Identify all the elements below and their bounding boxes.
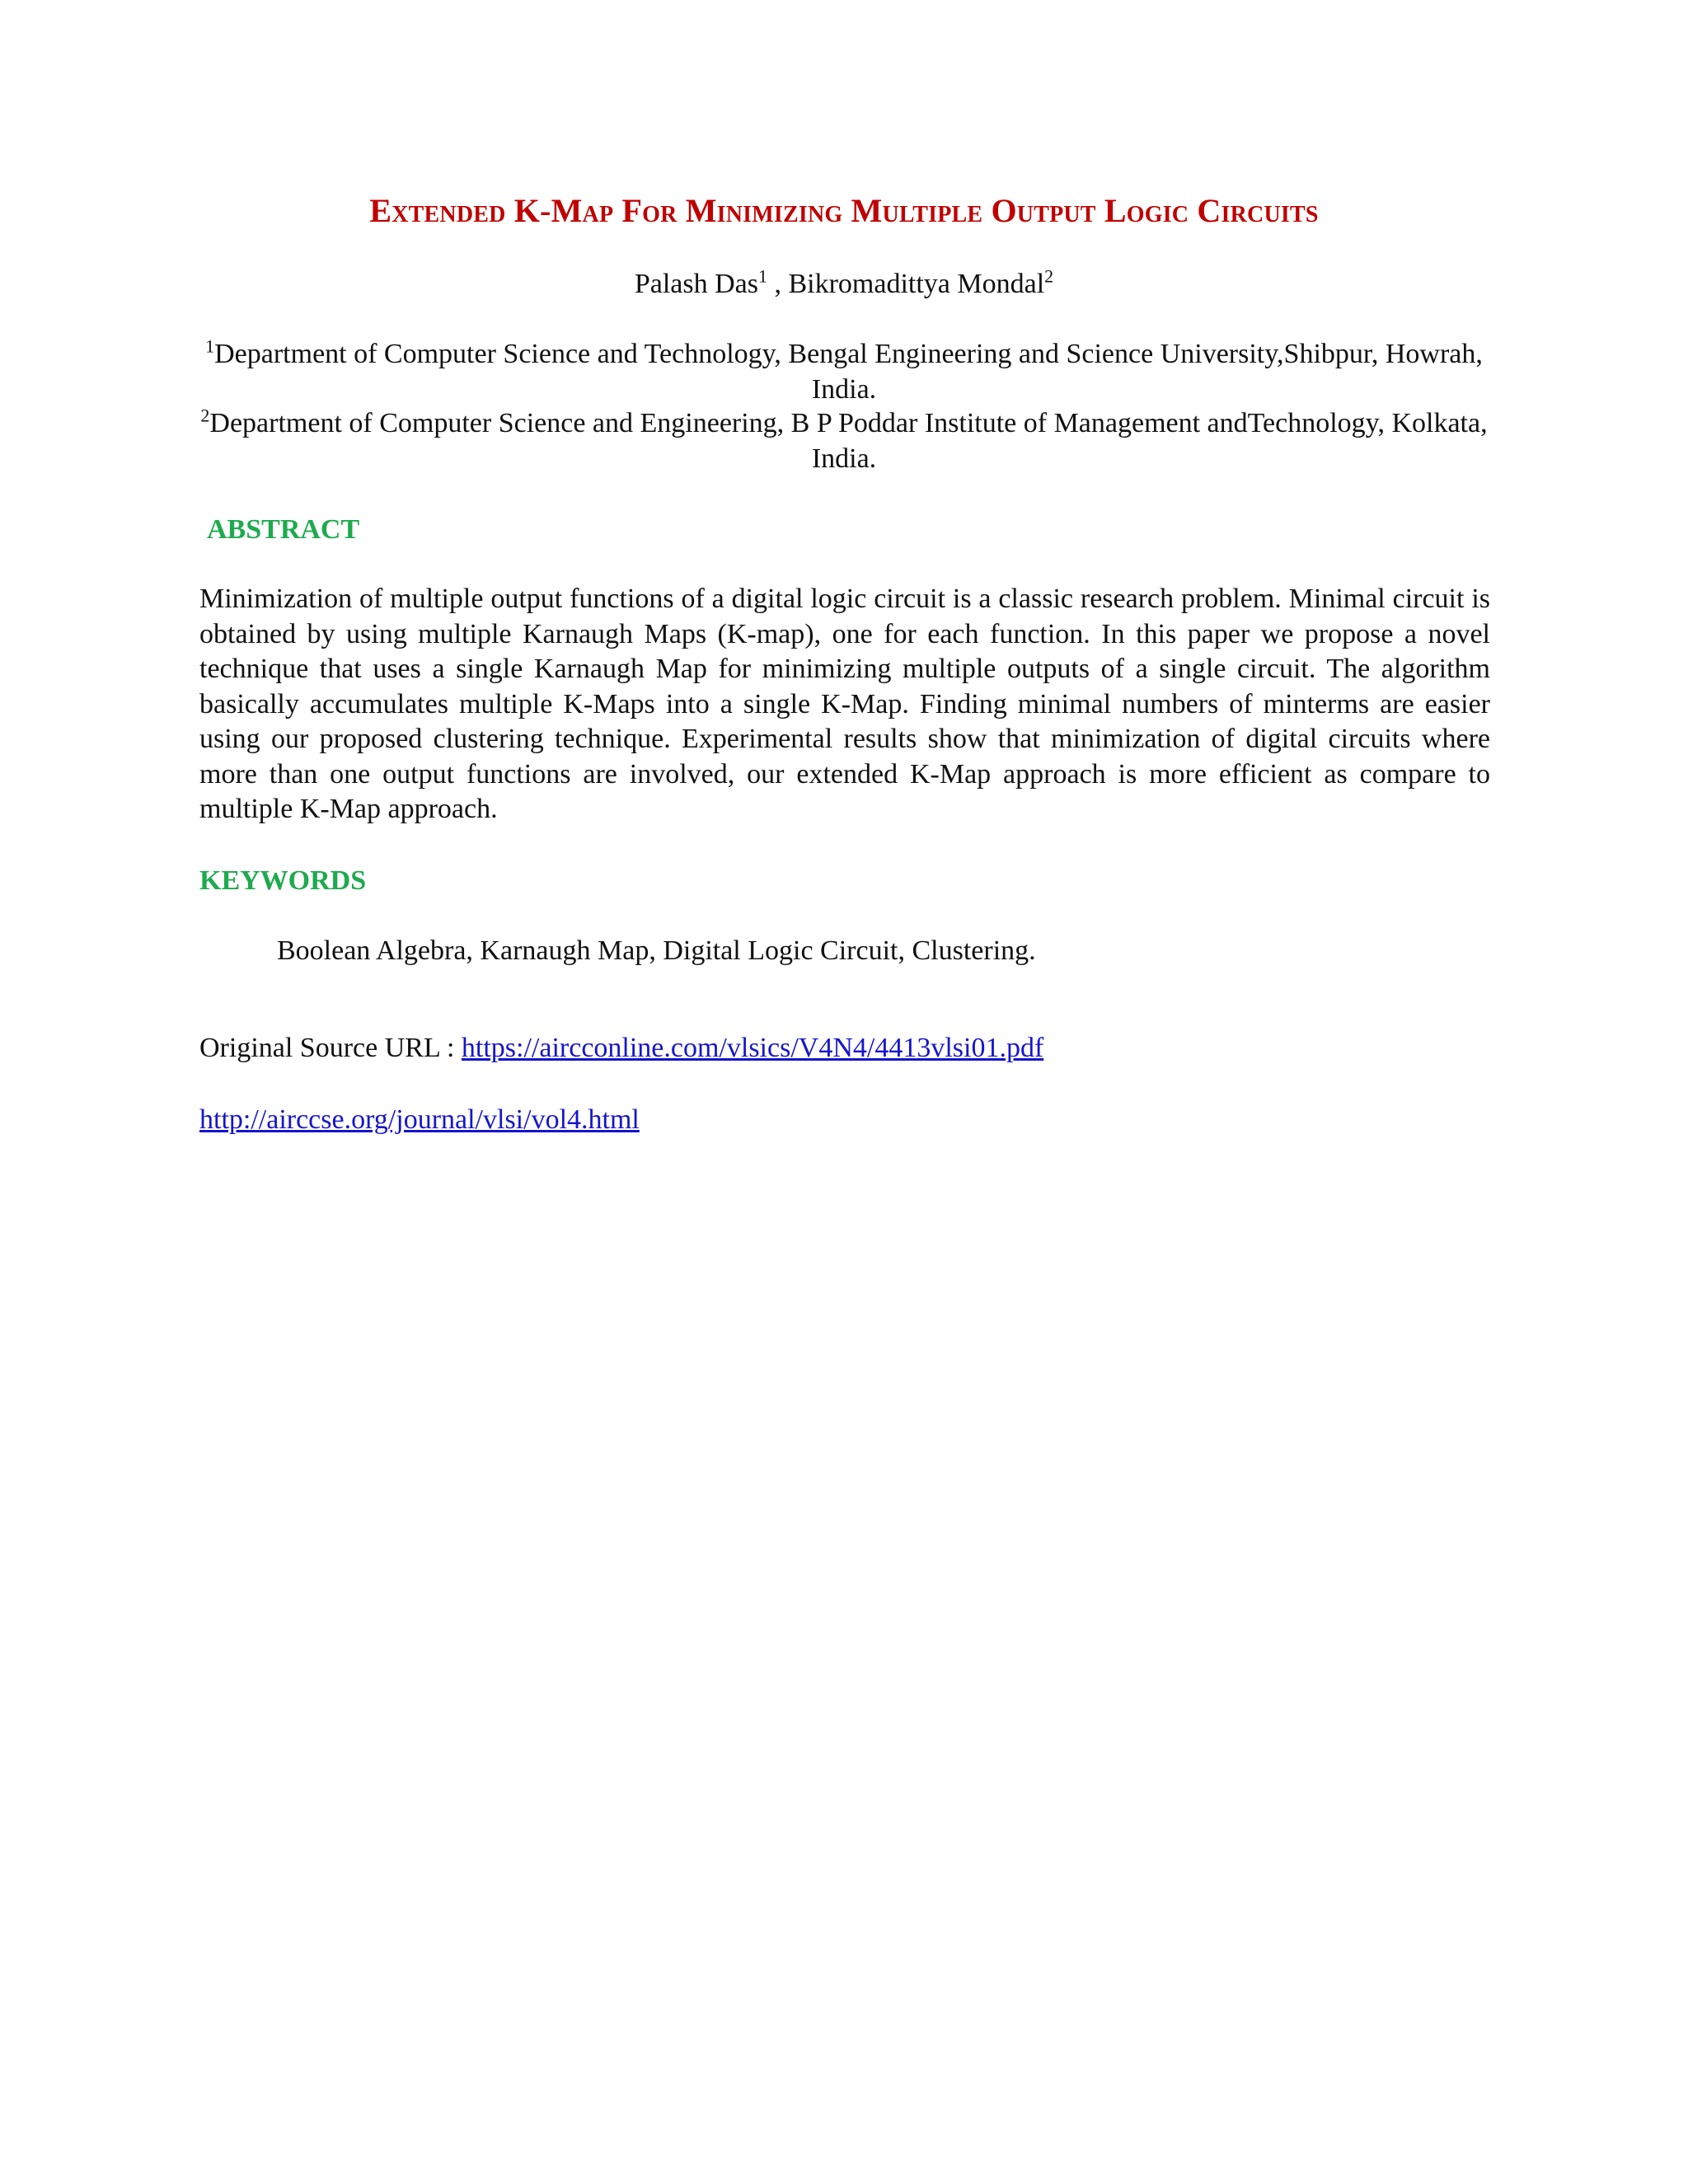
author-line xyxy=(0,265,1688,300)
paper-title: Extended K-Map For Minimizing Multiple Output Logic Circuits xyxy=(369,192,1319,229)
source-url-line xyxy=(199,1033,1043,1064)
affiliation xyxy=(190,405,1498,476)
affiliation-mark: 1 xyxy=(205,335,215,357)
author-affiliation-mark: 2 xyxy=(1044,265,1054,287)
affiliation-text: Department of Computer Science and Engineering, B P Poddar Institute of Management andTechnology, Kolkata, India. xyxy=(209,408,1488,474)
author-name: Palash Das xyxy=(634,269,758,299)
abstract-body: Minimization of multiple output functions of a digital logic circuit is a classic research problem. Minimal circuit is obtained by using multiple Karnaugh Maps (K-map), one for each function. In this paper we propose a novel technique that uses a single Karnaugh Map for minimizing multiple outputs of a single circuit. The algorithm basically accumulates multiple K-Maps into a single K-Map. Finding minimal numbers of minterms are easier using our proposed clustering technique. Experimental results show that minimization of digital circuits where more than one output functions are involved, our extended K-Map approach is more efficient as compare to multiple K-Map approach. xyxy=(199,583,1490,824)
source-url-link[interactable]: https://aircconline.com/vlsics/V4N4/4413vlsi01.pdf xyxy=(461,1033,1044,1063)
affiliation-text: Department of Computer Science and Technology, Bengal Engineering and Science University,Shibpur, Howrah, India. xyxy=(214,339,1483,405)
source-label: Original Source URL : xyxy=(199,1033,462,1063)
journal-url-line xyxy=(199,1104,640,1136)
affiliation xyxy=(190,336,1498,407)
abstract-heading: ABSTRACT xyxy=(207,514,360,545)
author-name: Bikromadittya Mondal xyxy=(788,269,1045,299)
author-affiliation-mark: 1 xyxy=(757,265,767,287)
keywords-list: Boolean Algebra, Karnaugh Map, Digital Logic Circuit, Clustering. xyxy=(277,935,1036,966)
author-separator: , xyxy=(767,269,789,299)
journal-url-link[interactable]: http://airccse.org/journal/vlsi/vol4.html xyxy=(199,1104,640,1135)
affiliation-mark: 2 xyxy=(200,405,210,426)
keywords-heading: KEYWORDS xyxy=(199,865,367,896)
